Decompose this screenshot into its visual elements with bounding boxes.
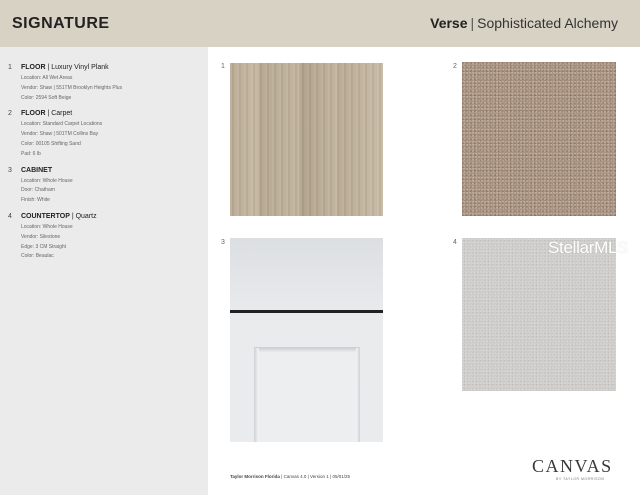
- spec-line: Location: All Wet Areas: [21, 75, 73, 81]
- collection-separator: |: [470, 15, 475, 31]
- cabinet-recessed-panel: [259, 353, 356, 442]
- spec-line: Finish: White: [21, 197, 50, 204]
- collection-name: Verse: [430, 15, 468, 31]
- tile-number-1: 1: [221, 63, 225, 70]
- spec-title: FLOOR | Luxury Vinyl Plank: [21, 64, 109, 71]
- spec-item-floor-carpet: [8, 109, 208, 159]
- spec-line: Color: 2594 Soft Beige: [21, 94, 72, 101]
- canvas-logo: CANVAS: [532, 456, 613, 476]
- spec-line: Location: Whole House: [21, 177, 73, 184]
- watermark-text: StellarMLS: [548, 238, 629, 257]
- spec-number: 1: [8, 64, 12, 71]
- brand-title: SIGNATURE: [12, 15, 110, 32]
- spec-number: 4: [8, 212, 12, 220]
- tile-number-3: 3: [221, 239, 225, 246]
- spec-item-floor-lvp: [8, 63, 208, 103]
- cabinet-drawer-panel: [230, 238, 383, 310]
- spec-line: Color: Beaulac: [21, 253, 54, 260]
- spec-sidebar: [0, 47, 208, 495]
- spec-item-countertop: [8, 212, 208, 262]
- spec-line: Vendor: Shaw | 501TM Collins Bay: [21, 131, 99, 138]
- carpet-swatch: [462, 62, 616, 216]
- footer-details: | Canvas 4.0 | Version 1 | 05/01/25: [279, 474, 350, 479]
- tile-number-4: 4: [453, 239, 457, 246]
- spec-number: 3: [8, 166, 12, 174]
- header-bar: [0, 0, 640, 47]
- spec-line: Location: Whole House: [21, 223, 73, 230]
- spec-title: COUNTERTOP | Quartz: [21, 212, 97, 220]
- spec-line: Vendor: Shaw | 551TM Brooklyn Heights Plus: [21, 84, 123, 91]
- document-footer: [230, 474, 350, 479]
- collection-tagline: Sophisticated Alchemy: [477, 15, 618, 31]
- spec-title: CABINET: [21, 166, 53, 174]
- canvas-logo-sub: BY TAYLOR MORRISON: [556, 477, 605, 481]
- collection-title: [430, 15, 618, 31]
- spec-line: Location: Standard Carpet Locations: [21, 121, 103, 128]
- tile-number-2: 2: [453, 63, 457, 70]
- spec-title: FLOOR | Carpet: [21, 110, 73, 118]
- spec-line: Door: Chatham: [21, 187, 55, 194]
- spec-line: Color: 00105 Shifting Sand: [21, 140, 81, 147]
- floor-vinyl-swatch: [230, 63, 383, 216]
- spec-line: Vendor: Silestone: [21, 233, 61, 240]
- spec-item-cabinet: [8, 166, 208, 206]
- quartz-countertop-swatch: [462, 238, 616, 391]
- spec-line: Pad: 6 lb: [21, 150, 41, 157]
- spec-line: Edge: 3 CM Straight: [21, 243, 67, 250]
- cabinet-frame-right: [356, 348, 360, 442]
- spec-number: 2: [8, 110, 12, 118]
- cabinet-door-swatch: [230, 238, 383, 442]
- footer-company: Taylor Morrison Florida: [230, 474, 280, 479]
